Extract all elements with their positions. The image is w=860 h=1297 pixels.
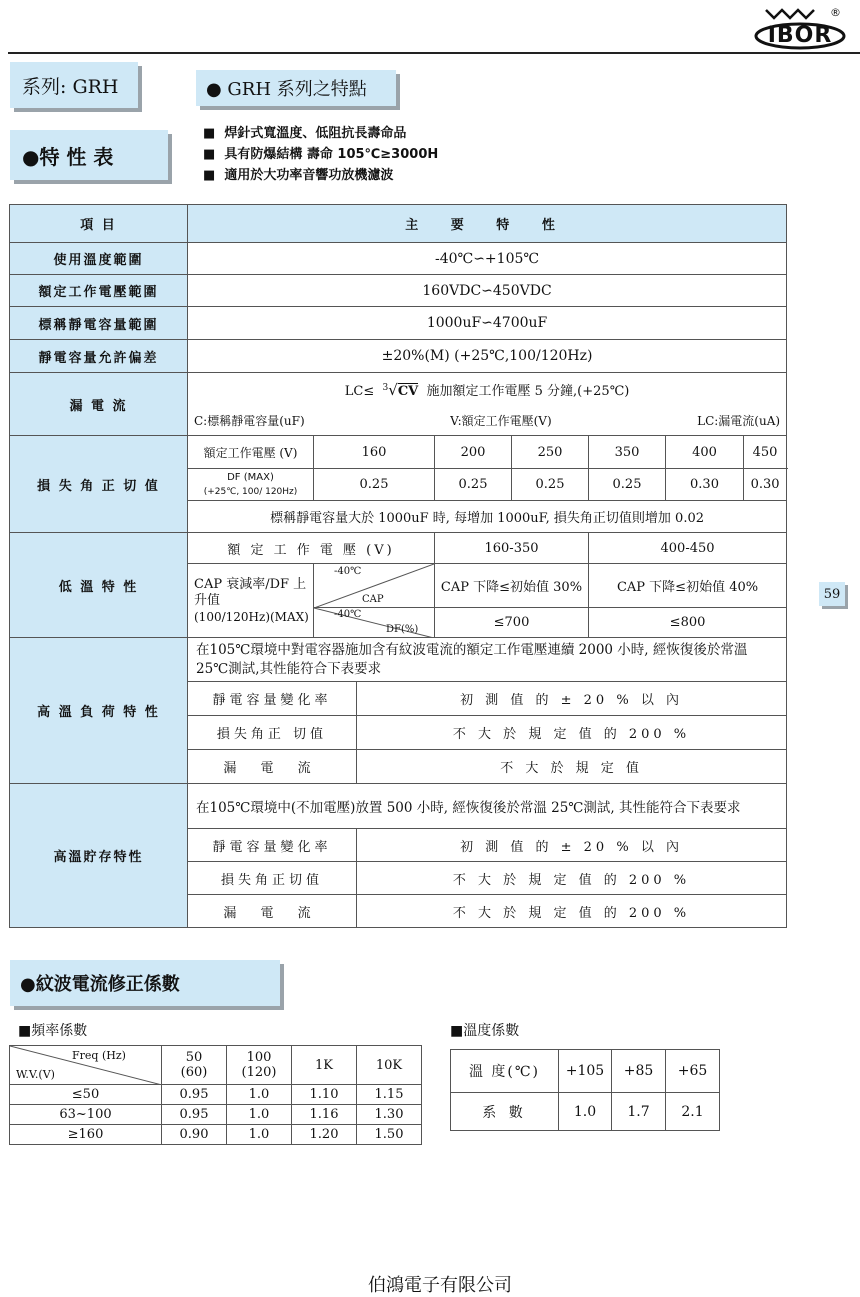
footer-company: 伯鴻電子有限公司	[368, 1275, 512, 1296]
df-value: 0.25	[314, 469, 435, 501]
lt-diag-cap: -40℃ CAP	[314, 564, 435, 608]
df-voltage: 160	[314, 436, 435, 469]
freq-cell: 1.0	[227, 1085, 292, 1105]
df-voltage: 350	[589, 436, 666, 469]
logo-text: IBOR	[767, 23, 833, 48]
freq-wv: 63~100	[10, 1105, 162, 1125]
load-value: 初 測 值 的 ± 20 % 以 內	[357, 682, 787, 716]
freq-header: 1K	[292, 1046, 357, 1085]
temp-value: 1.0	[559, 1093, 612, 1131]
freq-cell: 0.95	[162, 1085, 227, 1105]
load-item: 漏 電 流	[188, 750, 357, 784]
feature-item: ■ 具有防爆結構 壽命 105℃≥3000H	[203, 147, 439, 162]
feature-item: ■ 焊針式寬溫度、低阻抗長壽命品	[203, 126, 407, 141]
freq-cell: 1.20	[292, 1125, 357, 1145]
lt-diag-df: -40℃ DF(%)	[314, 608, 435, 638]
freq-header: 10K	[357, 1046, 422, 1085]
cap-range-value: 1000uF∽4700uF	[188, 307, 787, 340]
leakage-formula: LC≤ $^3$√CV 施加額定工作電壓 5 分鐘,(+25℃)	[188, 373, 787, 406]
freq-cell: 1.0	[227, 1105, 292, 1125]
freq-cell: 1.10	[292, 1085, 357, 1105]
temp-title: ■溫度係數	[450, 1023, 520, 1039]
storage-value: 不 大 於 規 定 值 的 200 %	[357, 862, 787, 895]
ripple-box	[10, 960, 280, 1006]
storage-label: 高溫貯存特性	[10, 784, 188, 928]
ripple-title: ●紋波電流修正係數	[20, 974, 180, 995]
temp-range-label: 使用溫度範圍	[10, 243, 188, 275]
tolerance-label: 靜電容量允許偏差	[10, 340, 188, 373]
feature-item: ■ 適用於大功率音響功放機濾波	[203, 168, 394, 183]
storage-item: 漏 電 流	[188, 895, 357, 928]
load-item: 靜電容量變化率	[188, 682, 357, 716]
freq-title: ■頻率係數	[18, 1023, 88, 1039]
freq-cell: 1.30	[357, 1105, 422, 1125]
df-value: 0.30	[666, 469, 744, 501]
load-item: 損失角正 切值	[188, 716, 357, 750]
df-value: 0.25	[512, 469, 589, 501]
df-voltage-header: 額定工作電壓 (V)	[188, 436, 314, 469]
freq-cell: 0.90	[162, 1125, 227, 1145]
lt-df-value: ≤800	[589, 608, 787, 638]
df-voltage: 450	[744, 436, 787, 469]
load-value: 不 大 於 規 定 值	[357, 750, 787, 784]
series-box	[10, 62, 138, 108]
temp-value: 1.7	[612, 1093, 666, 1131]
features-title: ● GRH 系列之特點	[206, 79, 367, 100]
df-value: 0.25	[435, 469, 512, 501]
temp-row-label: 系 數	[451, 1093, 559, 1131]
freq-cell: 1.0	[227, 1125, 292, 1145]
load-desc: 在105℃環境中對電容器施加含有紋波電流的額定工作電壓連續 2000 小時, 經恢復後於常溫 25℃測試,其性能符合下表要求	[188, 638, 787, 682]
df-value: 0.30	[744, 469, 787, 501]
page-number: 59	[819, 582, 845, 606]
features-box	[196, 70, 396, 106]
temp-range-value: -40℃∽+105℃	[188, 243, 787, 275]
freq-header: 100 (120)	[227, 1046, 292, 1085]
bullet-icon: ■	[203, 168, 216, 183]
leakage-notes: C:標稱靜電容量(uF) V:額定工作電壓(V) LC:漏電流(uA)	[188, 406, 787, 436]
df-voltage: 400	[666, 436, 744, 469]
df-voltage: 200	[435, 436, 512, 469]
leakage-label: 漏 電 流	[10, 373, 188, 436]
df-note: 標稱靜電容量大於 1000uF 時, 每增加 1000uF, 損失角正切值則增加 0.02	[188, 501, 787, 533]
storage-value: 初 測 值 的 ± 20 % 以 內	[357, 829, 787, 862]
lt-cap-value: CAP 下降≤初始值 40%	[589, 564, 787, 608]
tolerance-value: ±20%(M) (+25℃,100/120Hz)	[188, 340, 787, 373]
freq-corner: Freq (Hz) W.V.(V)	[10, 1046, 162, 1085]
df-value-header: DF (MAX) (+25℃, 100/ 120Hz)	[188, 469, 314, 501]
temp-header: +65	[666, 1050, 720, 1093]
spec-title: ●特 性 表	[22, 144, 114, 169]
feature-list	[203, 122, 438, 185]
registered-mark: ®	[830, 6, 841, 19]
header-item: 項 目	[10, 205, 188, 243]
df-value: 0.25	[589, 469, 666, 501]
series-label: 系列: GRH	[22, 75, 119, 98]
temp-value: 2.1	[666, 1093, 720, 1131]
storage-item: 靜電容量變化率	[188, 829, 357, 862]
df-label: 損 失 角 正 切 值	[10, 436, 188, 533]
spec-table	[9, 204, 787, 928]
low-temp-label: 低 溫 特 性	[10, 533, 188, 638]
temp-header-label: 溫 度(℃)	[451, 1050, 559, 1093]
voltage-range-value: 160VDC∽450VDC	[188, 275, 787, 307]
company-logo	[752, 6, 852, 50]
load-label: 高 溫 負 荷 特 性	[10, 638, 188, 784]
header-rule	[8, 52, 860, 54]
temp-header: +105	[559, 1050, 612, 1093]
freq-cell: 1.16	[292, 1105, 357, 1125]
storage-value: 不 大 於 規 定 值 的 200 %	[357, 895, 787, 928]
bullet-icon: ■	[203, 126, 216, 141]
storage-item: 損失角正切值	[188, 862, 357, 895]
freq-cell: 1.15	[357, 1085, 422, 1105]
freq-cell: 0.95	[162, 1105, 227, 1125]
lt-range: 160-350	[435, 533, 589, 564]
spec-box	[10, 130, 168, 180]
header-main: 主 要 特 性	[188, 205, 787, 243]
lt-voltage-header: 額 定 工 作 電 壓 (V)	[188, 533, 435, 564]
freq-cell: 1.50	[357, 1125, 422, 1145]
temp-table	[450, 1049, 720, 1131]
lt-df-value: ≤700	[435, 608, 589, 638]
voltage-range-label: 額定工作電壓範圍	[10, 275, 188, 307]
lt-cap-label: CAP 衰減率/DF 上升值 (100/120Hz)(MAX)	[188, 564, 314, 638]
bullet-icon: ■	[203, 147, 216, 162]
freq-wv: ≤50	[10, 1085, 162, 1105]
lt-range: 400-450	[589, 533, 787, 564]
load-value: 不 大 於 規 定 值 的 200 %	[357, 716, 787, 750]
freq-wv: ≥160	[10, 1125, 162, 1145]
lt-cap-value: CAP 下降≤初始值 30%	[435, 564, 589, 608]
freq-header: 50 (60)	[162, 1046, 227, 1085]
storage-desc: 在105℃環境中(不加電壓)放置 500 小時, 經恢復後於常溫 25℃測試, 其性能符合下表要求	[188, 784, 787, 829]
freq-table	[9, 1045, 422, 1145]
temp-header: +85	[612, 1050, 666, 1093]
cap-range-label: 標稱靜電容量範圍	[10, 307, 188, 340]
df-voltage: 250	[512, 436, 589, 469]
